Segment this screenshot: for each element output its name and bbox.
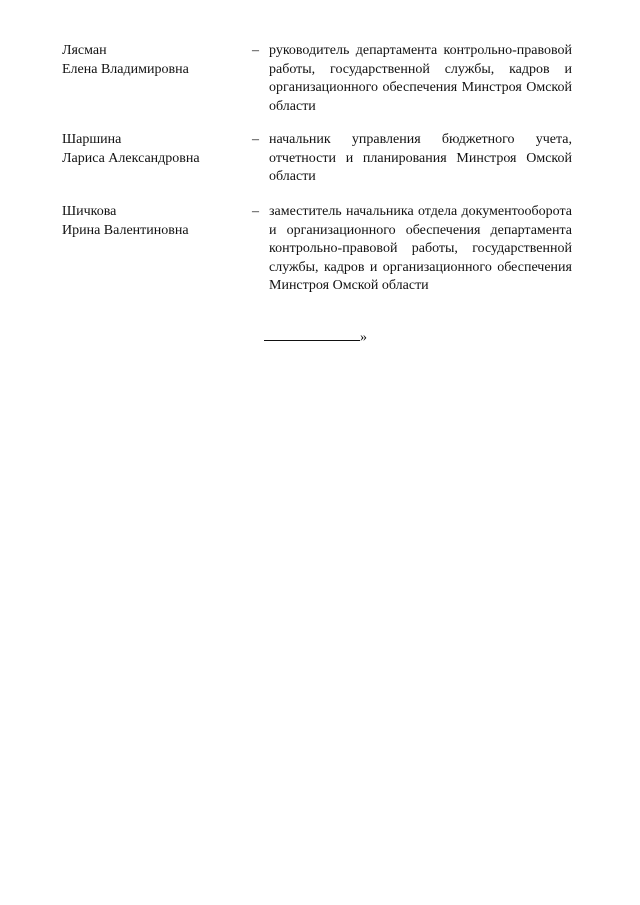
- entry-dash: –: [252, 132, 259, 147]
- closing-rule: [264, 328, 360, 341]
- closing-line-mark: [264, 328, 367, 347]
- member-surname: Лясман: [62, 43, 107, 58]
- member-role: начальник управления бюджетного учета, отчетности и планирования Минстроя Омской области: [269, 132, 572, 185]
- member-given-names: Елена Владимировна: [62, 61, 189, 77]
- member-name: [62, 42, 242, 79]
- member-given-names: Лариса Александровна: [62, 150, 200, 166]
- member-given-names: Ирина Валентиновна: [62, 222, 189, 238]
- member-role: заместитель начальника отдела документооборота и организационного обеспечения департамента контрольно-правовой работы, государственной службы, кадров и организационного обеспечения Минстроя Омской области: [269, 204, 572, 294]
- member-role: руководитель департамента контрольно-правовой работы, государственной службы, кадров и организационного обеспечения Минстроя Омской области: [269, 43, 572, 114]
- member-name: [62, 131, 242, 168]
- member-surname: Шаршина: [62, 132, 122, 147]
- closing-quote-mark: »: [360, 330, 367, 345]
- entry-dash: –: [252, 43, 259, 58]
- entry-dash: –: [252, 204, 259, 219]
- member-surname: Шичкова: [62, 204, 117, 219]
- member-name: [62, 203, 242, 240]
